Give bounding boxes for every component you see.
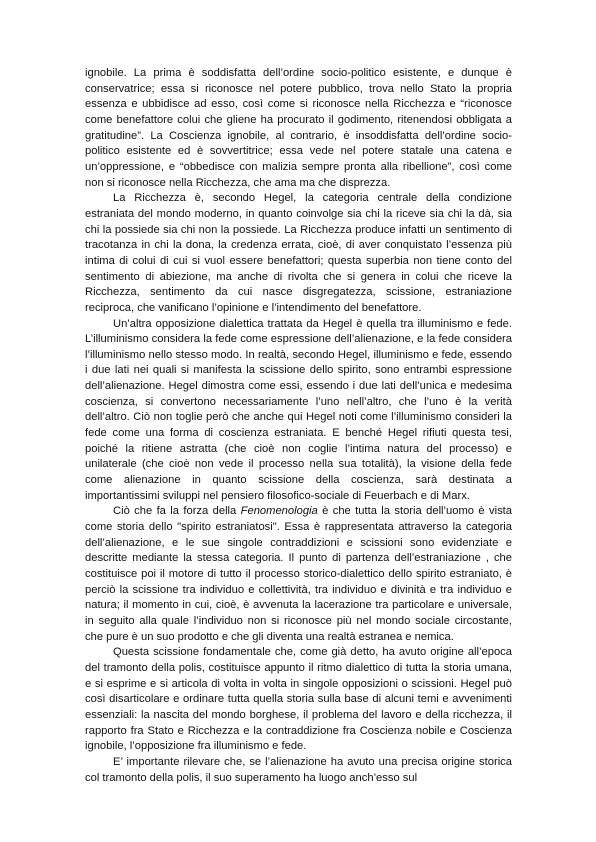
paragraph-2: La Ricchezza è, secondo Hegel, la categoria centrale della condizione estraniata del mondo moderno, in quanto coinvolge sia chi la riceve sia chi la dà, sia chi la possiede sia chi non la possiede. La Ricchezza produce infatti un sentimento di tracotanza in chi la dona, la credenza errata, cioè, di aver conquistato l’essenza più intima di colui di cui si vuol essere benefattori; questa superbia non tiene conto del sentimento di abiezione, ma anche di rivolta che si genera in colui che riceve la Ricchezza, sentimento da cui nasce disgregatezza, scissione, estraniazione reciproca, che vanificano l’opinione e l’intendimento del benefattore. [85, 192, 512, 314]
paragraph-4-lead: Ciò che fa la forza della [113, 505, 241, 518]
fenomenologia-title: Fenomenologia [240, 505, 318, 518]
paragraph-5: Questa scissione fondamentale che, come già detto, ha avuto origine all’epoca del tramonto della polis, costituisce appunto il ritmo dialettico di tutta la storia umana, e si esprime e si articola di volta in volta in singole opposizioni o scissioni. Hegel può così disarticolare e ordinare tutta quella storia sulla base di alcuni temi e avvenimenti essenziali: la nascita del mondo borghese, il problema del lavoro e della ricchezza, il rapporto fra Stato e Ricchezza e la contraddizione fra Coscienza nobile e Coscienza ignobile, l’opposizione fra illuminismo e fede. [85, 646, 512, 753]
paragraph-1: ignobile. La prima è soddisfatta dell’ordine socio-politico esistente, e dunque è conservatrice; essa si riconosce nel potere pubblico, trova nello Stato la propria essenza e ubbidisce ad esso, così come si riconosce nella Ricchezza e “riconosce come benefattore colui che gliene ha procurato il godimento, ritenendosi obbligata a gratitudine”. La Coscienza ignobile, al contrario, è insoddisfatta dell’ordine socio-politico esistente ed è sovvertitrice; essa vede nel potere statale una catena e un’oppressione, e “obbedisce con malizia sempre pronta alla ribellione”, così come non si riconosce nella Ricchezza, che ama ma che disprezza. [85, 67, 512, 189]
paragraph-3: Un’altra opposizione dialettica trattata da Hegel è quella tra illuminismo e fede. L’illuminismo considera la fede come espressione dell’alienazione, e la fede considera l’illuminismo nello stesso modo. In realtà, secondo Hegel, illuminismo e fede, essendo i due lati nei quali si manifesta la scissione dello spirito, sono entrambi espressione dell’alienazione. Hegel dimostra come essi, essendo i due lati dell’unica e medesima coscienza, si convertono necessariamente l’uno nell’altro, che l’uno è la verità dell’altro. Ciò non toglie però che anche qui Hegel noti come l’illuminismo consideri la fede come una forma di coscienza estraniata. E benché Hegel rifiuti questa tesi, poiché la ritiene astratta (che cioè non coglie l’intima natura del processo) e unilaterale (che cioè non vede il processo nella sua totalità), la visione della fede come alienazione in quanto scissione della coscienza, sarà destinata a importantissimi sviluppi nel pensiero filosofico-sociale di Feuerbach e di Marx. [85, 317, 512, 502]
paragraph-4-rest: è che tutta la storia dell’uomo è vista come storia dello "spirito estraniatosi". Essa è rappresentata attraverso la categoria dell’alienazione, e le sue singole contraddizioni e scissioni sono evidenziate e descritte mediante la stessa categoria. Il punto di partenza dell’estraniazione , che costituisce poi il motore di tutto il processo storico-dialettico dello spirito estraniato, è perciò la scissione tra individuo e collettività, tra individuo e divinità e tra individuo e natura; il momento in cui, cioè, è avvenuta la lacerazione tra particolare e universale, in seguito alla quale l’individuo non si riconosce più nel mondo sociale circostante, che pure è un suo prodotto e che gli diventa una realtà estranea e nemica. [85, 505, 512, 643]
paragraph-4 [85, 504, 512, 645]
document-page [85, 66, 512, 786]
paragraph-6: E’ importante rilevare che, se l’alienazione ha avuto una precisa origine storica col tramonto della polis, il suo superamento ha luogo anch’esso sul [85, 755, 512, 784]
